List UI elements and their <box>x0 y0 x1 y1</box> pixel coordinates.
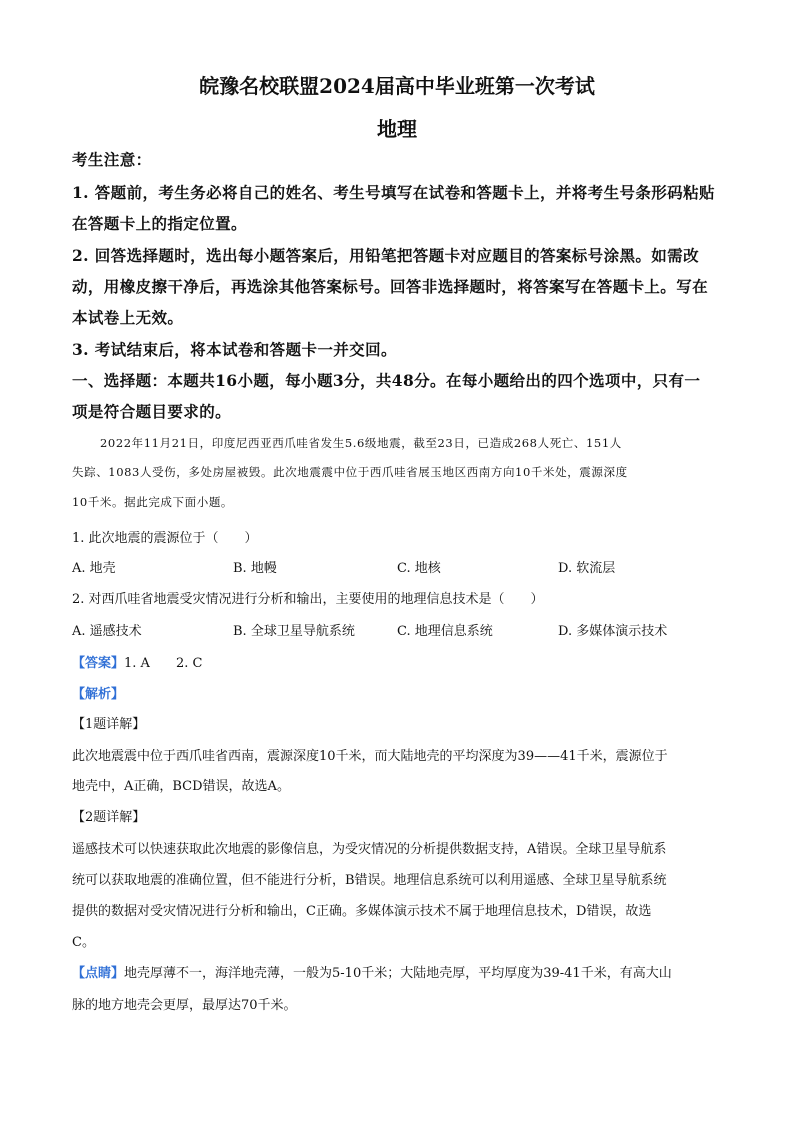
tip-tag: 【点睛】 <box>72 966 125 981</box>
analysis-tag: 【解析】 <box>72 687 125 702</box>
notice-heading: 考生注意： <box>72 150 152 169</box>
question-2-stem: 2. 对西爪哇省地震受灾情况进行分析和输出，主要使用的地理信息技术是（ ） <box>72 592 544 607</box>
question-2-option-b: B. 全球卫星导航系统 <box>233 624 355 639</box>
answer-tag: 【答案】 <box>72 656 125 671</box>
notice-item-2-line-1: 2. 回答选择题时，选出每小题答案后，用铅笔把答题卡对应题目的答案标号涂黑。如需改 <box>72 246 699 265</box>
q2-detail-line-3: 提供的数据对受灾情况进行分析和输出，C正确。多媒体演示技术不属于地理信息技术，D错误，故选 <box>72 904 652 919</box>
q2-detail-line-4: C。 <box>72 935 95 950</box>
q2-detail-line-1: 遥感技术可以快速获取此次地震的影像信息，为受灾情况的分析提供数据支持，A错误。全球卫星导航系 <box>72 842 667 857</box>
section-heading-line-2: 项是符合题目要求的。 <box>72 402 232 421</box>
q1-detail-tag: 【1题详解】 <box>72 717 146 732</box>
notice-item-3: 3. 考试结束后，将本试卷和答题卡一并交回。 <box>72 340 397 359</box>
question-1-option-a: A. 地壳 <box>72 561 116 576</box>
question-2-option-a: A. 遥感技术 <box>72 624 142 639</box>
question-1-option-d: D. 软流层 <box>558 561 616 576</box>
notice-item-1-line-1: 1. 答题前，考生务必将自己的姓名、考生号填写在试卷和答题卡上，并将考生号条形码粘贴 <box>72 183 715 202</box>
question-1-option-c: C. 地核 <box>397 561 441 576</box>
tip-line-2: 脉的地方地壳会更厚，最厚达70千米。 <box>72 998 297 1013</box>
subject-title: 地理 <box>377 117 417 141</box>
section-heading-line-1: 一、选择题：本题共16小题，每小题3分，共48分。在每小题给出的四个选项中，只有一 <box>72 371 701 390</box>
answer-line <box>72 652 722 671</box>
notice-item-1-line-2: 在答题卡上的指定位置。 <box>72 214 247 233</box>
answer-value: 1. A 2. C <box>124 656 203 671</box>
q1-detail-line-1: 此次地震震中位于西爪哇省西南，震源深度10千米，而大陆地壳的平均深度为39——41千米，震源位于 <box>72 749 668 764</box>
q1-detail-line-2: 地壳中，A正确，BCD错误，故选A。 <box>72 779 290 794</box>
passage-line-3: 10千米。据此完成下面小题。 <box>72 495 234 509</box>
question-1-stem: 1. 此次地震的震源位于（ ） <box>72 531 258 546</box>
q2-detail-tag: 【2题详解】 <box>72 810 146 825</box>
question-2-option-c: C. 地理信息系统 <box>397 624 493 639</box>
passage-line-2: 失踪、1083人受伤，多处房屋被毁。此次地震震中位于西爪哇省展玉地区西南方向10千米处，震源深度 <box>72 465 628 479</box>
tip-line-1 <box>72 962 722 981</box>
q2-detail-line-2: 统可以获取地震的准确位置，但不能进行分析，B错误。地理信息系统可以利用遥感、全球卫星导航系统 <box>72 873 667 888</box>
question-2-option-d: D. 多媒体演示技术 <box>558 624 668 639</box>
tip-text-1: 地壳厚薄不一，海洋地壳薄，一般为5-10千米；大陆地壳厚，平均厚度为39-41千米，有高大山 <box>124 966 672 981</box>
exam-title: 皖豫名校联盟2024届高中毕业班第一次考试 <box>199 74 595 98</box>
question-1-option-b: B. 地幔 <box>233 561 277 576</box>
passage-line-1: 2022年11月21日，印度尼西亚西爪哇省发生5.6级地震，截至23日，已造成268人死亡、151人 <box>100 436 622 450</box>
notice-item-2-line-2: 动，用橡皮擦干净后，再选涂其他答案标号。回答非选择题时，将答案写在答题卡上。写在 <box>72 277 709 296</box>
notice-item-2-line-3: 本试卷上无效。 <box>72 308 184 327</box>
analysis-line <box>72 683 722 702</box>
